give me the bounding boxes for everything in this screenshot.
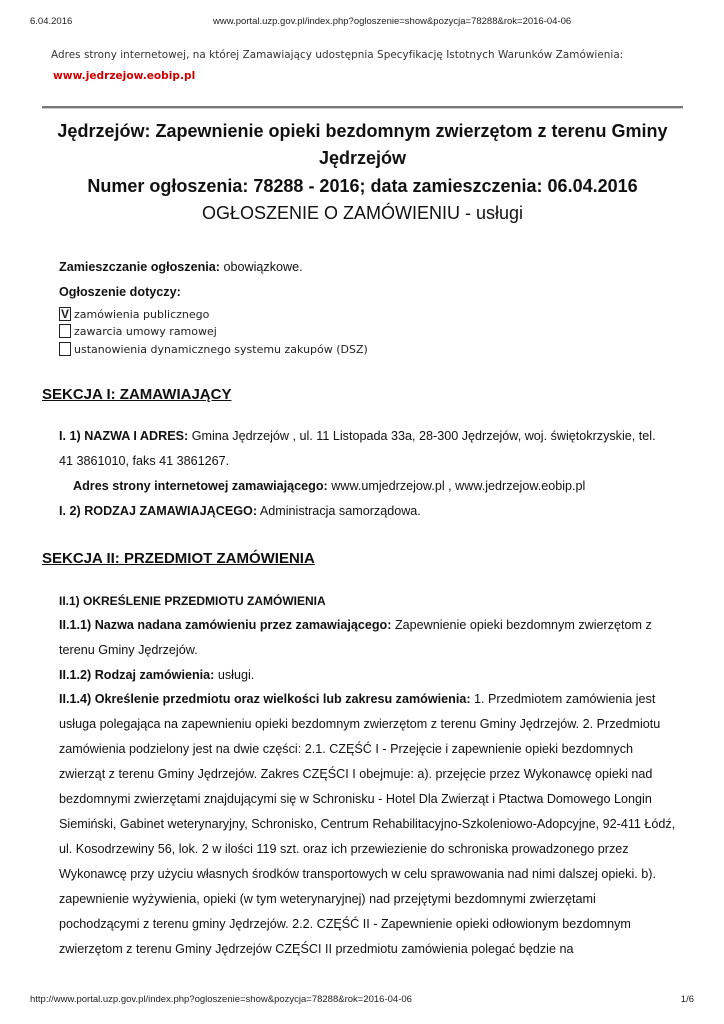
- type-label: I. 2) RODZAJ ZAMAWIAJĄCEGO:: [59, 504, 258, 518]
- name-address-label: I. 1) NAZWA I ADRES:: [59, 429, 189, 443]
- contracting-website: [73, 479, 585, 493]
- order-kind-label: II.1.2) Rodzaj zamówienia:: [59, 668, 215, 682]
- siwz-intro-text: Adres strony internetowej, na której Zamawiający udostępnia Specyfikację Istotnych Warunków Zamówienia:: [51, 49, 624, 61]
- notice-type: OGŁOSZENIE O ZAMÓWIENIU - usługi: [201, 203, 524, 223]
- section-2-heading: SEKCJA II: PRZEDMIOT ZAMÓWIENIA: [42, 550, 315, 567]
- option-label: zawarcia umowy ramowej: [74, 324, 217, 338]
- order-scope-label: II.1.4) Określenie przedmiotu oraz wielkości lub zakresu zamówienia:: [59, 692, 471, 706]
- website-value: www.umjedrzejow.pl , www.jedrzejow.eobip.pl: [331, 479, 586, 493]
- order-name-value: Zapewnienie opieki bezdomnym zwierzętom z terenu Gminy Jędrzejów.: [59, 618, 652, 657]
- checkbox[interactable]: [59, 324, 71, 338]
- contracting-type: [59, 504, 421, 518]
- option-dsz: [59, 341, 368, 357]
- placement-value: obowiązkowe.: [223, 260, 303, 274]
- contracting-name-address: [59, 429, 656, 443]
- option-framework-agreement: [59, 323, 217, 339]
- order-scope-value: 1. Przedmiotem zamówienia jest usługa polegająca na zapewnieniu opieki bezdomnym zwierzętom z terenu Gminy Jędrzejów. 2. Przedmiotu zamówienia podzielony jest na dwie części: 2.1. CZĘŚĆ I - Przejęcie i zapewnienie opieki bezdomnych zwierząt z terenu Gminy Jędrzejów. Zakres CZĘŚCI I obejmuje: a). przejęcie przez Wykonawcę opieki nad bezdomnymi zwierzętami znajdującymi się w Schronisku - Hotel Dla Zwierząt i Ptactwa Domowego Longin Siemiński, Gabinet weterynaryjny, Schronisko, Centrum Rehabilitacyjno-Szkoleniowo-Adopcyjne, 92-411 Łódź, ul. Kosodrzewiny 56, lok. 2 w ilości 119 szt. oraz ich przewiezienie do schroniska prowadzonego przez Wykonawcę przy użyciu własnych środków transportowych w celu sprawowania nad nimi dalszej opieki. b). zapewnienie wyżywienia, opieki (w tym weterynaryjnej) nad przejętymi bezdomnymi zwierzętami pochodzącymi z terenu gminy Jędrzejów. 2.2. CZĘŚĆ II - Zapewnienie opieki odłowionym bezdomnym zwierzętom z terenu Gminy Jędrzejów CZĘŚCI II przedmiotu zamówienia polegać będzie na: [59, 692, 676, 956]
- option-public-contract: [59, 306, 209, 322]
- siwz-link[interactable]: www.jedrzejow.eobip.pl: [53, 70, 196, 82]
- placement-label: Zamieszczanie ogłoszenia:: [59, 260, 220, 274]
- type-value: Administracja samorządowa.: [259, 504, 421, 518]
- divider: [42, 106, 683, 109]
- print-header-url: www.portal.uzp.gov.pl/index.php?ogloszenie=show&pozycja=78288&rok=2016-04-06: [213, 16, 572, 27]
- page-number: 1/6: [680, 994, 694, 1005]
- contracting-phone-fax: 41 3861010, faks 41 3861267.: [59, 454, 230, 468]
- checkbox[interactable]: [59, 342, 71, 356]
- print-date: 6.04.2016: [30, 16, 73, 27]
- notice-title: [42, 118, 683, 226]
- order-name-label: II.1.1) Nazwa nadana zamówieniu przez zamawiającego:: [59, 618, 392, 632]
- subsection-heading: II.1) OKREŚLENIE PRZEDMIOTU ZAMÓWIENIA: [59, 594, 326, 608]
- website-label: Adres strony internetowej zamawiającego:: [73, 479, 328, 493]
- order-kind-value: usługi.: [217, 668, 255, 682]
- concerns-label: Ogłoszenie dotyczy:: [59, 285, 181, 299]
- order-scope: [59, 687, 679, 962]
- option-label: ustanowienia dynamicznego systemu zakupów (DSZ): [74, 342, 368, 356]
- order-name: [59, 613, 679, 663]
- option-label: zamówienia publicznego: [74, 307, 210, 321]
- title-line-1: Jędrzejów: Zapewnienie opieki bezdomnym zwierzętom z terenu Gminy: [57, 121, 668, 141]
- notice-number: Numer ogłoszenia: 78288 - 2016; data zamieszczenia: 06.04.2016: [87, 176, 638, 196]
- name-address-value: Gmina Jędrzejów , ul. 11 Listopada 33a, 28-300 Jędrzejów, woj. świętokrzyskie, tel.: [191, 429, 656, 443]
- placement-row: [59, 260, 303, 274]
- checkbox-checked[interactable]: V: [60, 307, 69, 321]
- order-kind: [59, 668, 254, 682]
- print-footer-url: http://www.portal.uzp.gov.pl/index.php?ogloszenie=show&pozycja=78288&rok=2016-04-06: [30, 994, 412, 1005]
- section-1-heading: SEKCJA I: ZAMAWIAJĄCY: [42, 386, 232, 403]
- title-line-2: Jędrzejów: [318, 148, 407, 168]
